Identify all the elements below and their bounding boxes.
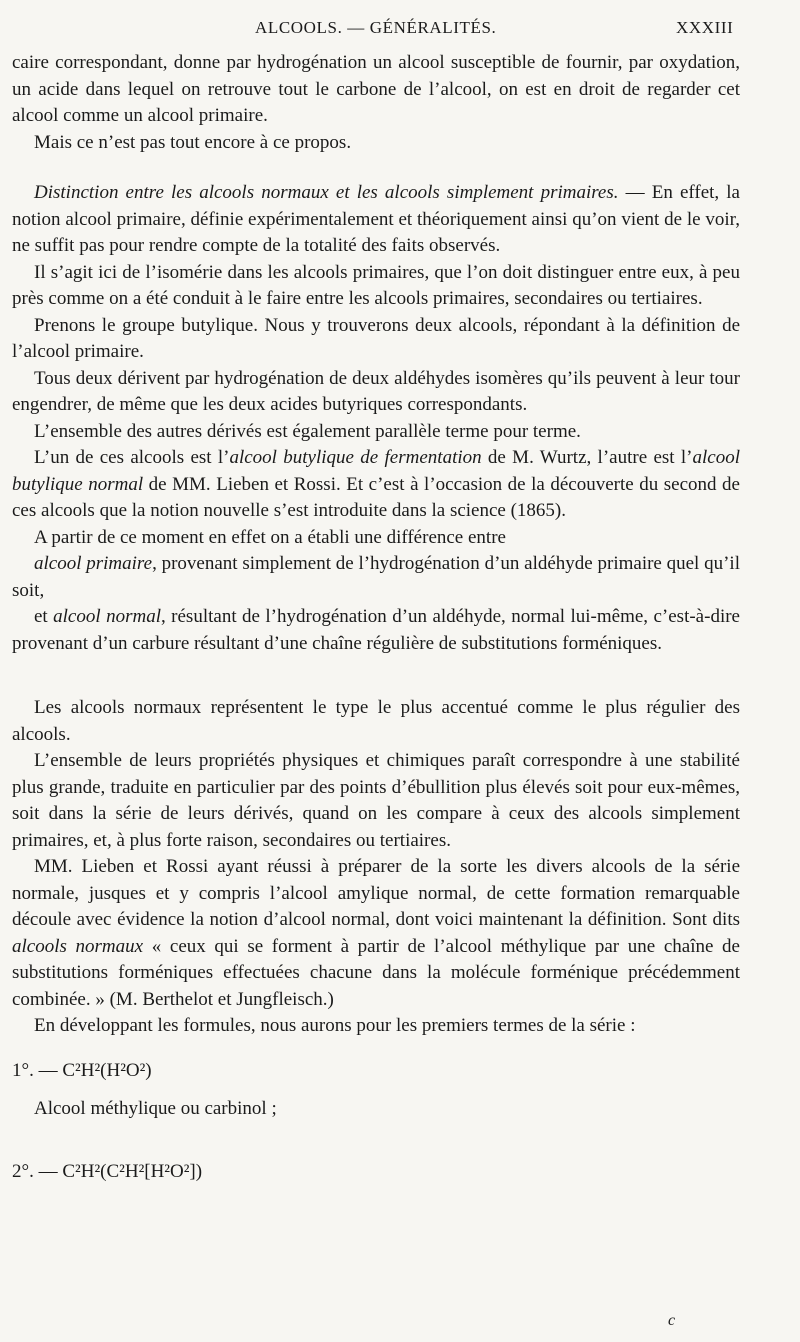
paragraph bbox=[12, 854, 740, 1013]
formula-number: 1°. — bbox=[12, 1059, 63, 1081]
emphasis: alcool butylique de fermentation bbox=[229, 447, 482, 468]
paragraph: A partir de ce moment en effet on a établi une différence entre bbox=[34, 526, 506, 548]
paragraph-text: , résultant de l’hydrogénation d’un aldéhyde, normal lui-même, c’est-à-dire provenant d’un carbure résultant d’une chaîne régulière de substitutions forméniques. bbox=[12, 606, 740, 654]
body-text bbox=[12, 50, 740, 1197]
formula-caption: Alcool méthylique ou carbinol ; bbox=[34, 1098, 277, 1119]
paragraph-text: de M. Wurtz, l’autre est l’ bbox=[481, 447, 693, 468]
paragraph: L’ensemble des autres dérivés est également parallèle terme pour terme. bbox=[34, 420, 581, 442]
emphasis: alcool normal bbox=[53, 606, 161, 627]
paragraph: Prenons le groupe butylique. Nous y trouverons deux alcools, répondant à la définition de l’alcool primaire. bbox=[12, 314, 740, 362]
emphasis: alcool primaire bbox=[34, 553, 153, 574]
formula-2 bbox=[12, 1159, 740, 1186]
signature-mark: c bbox=[668, 1312, 676, 1329]
paragraph-text: MM. Lieben et Rossi ayant réussi à préparer de la sorte les divers alcools de la série normale, jusques et y compris l’alcool amylique normal, de cette formation remarquable découle avec évidence la notion d’alcool normal, dont voici maintenant la définition. Sont dits bbox=[12, 856, 740, 930]
paragraph: Tous deux dérivent par hydrogénation de deux aldéhydes isomères qu’ils peuvent à leur tour engendrer, de même que les deux acides butyriques correspondants. bbox=[12, 367, 740, 415]
paragraph-text: — En effet, la notion alcool primaire, définie expérimentalement et théoriquement ainsi qu’on vient de le voir, ne suffit pas pour rendre compte de la totalité des faits observés. bbox=[12, 182, 740, 256]
paragraph bbox=[12, 445, 740, 525]
formula-expression: C²H²(H²O²) bbox=[62, 1059, 152, 1081]
paragraph-text: , provenant simplement de l’hydrogénation d’un aldéhyde primaire quel qu’il soit, bbox=[12, 553, 740, 601]
paragraph: caire correspondant, donne par hydrogénation un alcool susceptible de fournir, par oxydation, un acide dans lequel on retrouve tout le carbone de l’alcool, on est en droit de regarder cet alcool comme un alcool primaire. bbox=[12, 52, 740, 126]
paragraph-text: de MM. Lieben et Rossi. Et c’est à l’occasion de la découverte du second de ces alcools que la notion nouvelle s’est introduite dans la science (1865). bbox=[12, 473, 740, 521]
page-number: XXXIII bbox=[676, 18, 734, 37]
paragraph: Les alcools normaux représentent le type le plus accentué comme le plus régulier des alcools. bbox=[12, 697, 740, 745]
paragraph bbox=[12, 551, 740, 604]
paragraph: Mais ce n’est pas tout encore à ce propos. bbox=[34, 131, 352, 153]
section-heading: Distinction entre les alcools normaux et les alcools simplement primaires. bbox=[34, 182, 619, 203]
emphasis: alcools normaux bbox=[12, 935, 144, 957]
paragraph bbox=[12, 604, 740, 657]
paragraph: En développant les formules, nous aurons pour les premiers termes de la série : bbox=[34, 1015, 636, 1036]
running-header bbox=[0, 10, 800, 38]
emphasis: alcool butylique normal bbox=[12, 447, 740, 495]
formula-1 bbox=[12, 1058, 740, 1085]
formula-expression: C²H²(C²H²[H²O²]) bbox=[62, 1160, 203, 1182]
paragraph: L’ensemble de leurs propriétés physiques et chimiques paraît correspondre à une stabilité plus grande, traduite en particulier par des points d’ébullition plus élevés soit pour eux-mêmes, soit dans la série de leurs dérivés, quand on les compare à ceux des alcools simplement primaires, et, à plus forte raison, secondaires ou tertiaires. bbox=[12, 750, 740, 851]
section-paragraph bbox=[12, 180, 740, 260]
header-title: ALCOOLS. — GÉNÉRALITÉS. bbox=[255, 18, 497, 37]
paragraph-text: « ceux qui se forment à partir de l’alcool méthylique par une chaîne de substitutions forméniques effectuées chacune dans la molécule forménique précédemment combinée. » (M. Berthelot et Jungfleisch.) bbox=[12, 935, 740, 1010]
paragraph: Il s’agit ici de l’isomérie dans les alcools primaires, que l’on doit distinguer entre eux, à peu près comme on a été conduit à le faire entre les alcools primaires, secondaires ou tertiaires. bbox=[12, 261, 740, 309]
paragraph-text: L’un de ces alcools est l’ bbox=[34, 447, 230, 468]
formula-number: 2°. — bbox=[12, 1160, 63, 1182]
paragraph-text: et bbox=[34, 606, 54, 627]
